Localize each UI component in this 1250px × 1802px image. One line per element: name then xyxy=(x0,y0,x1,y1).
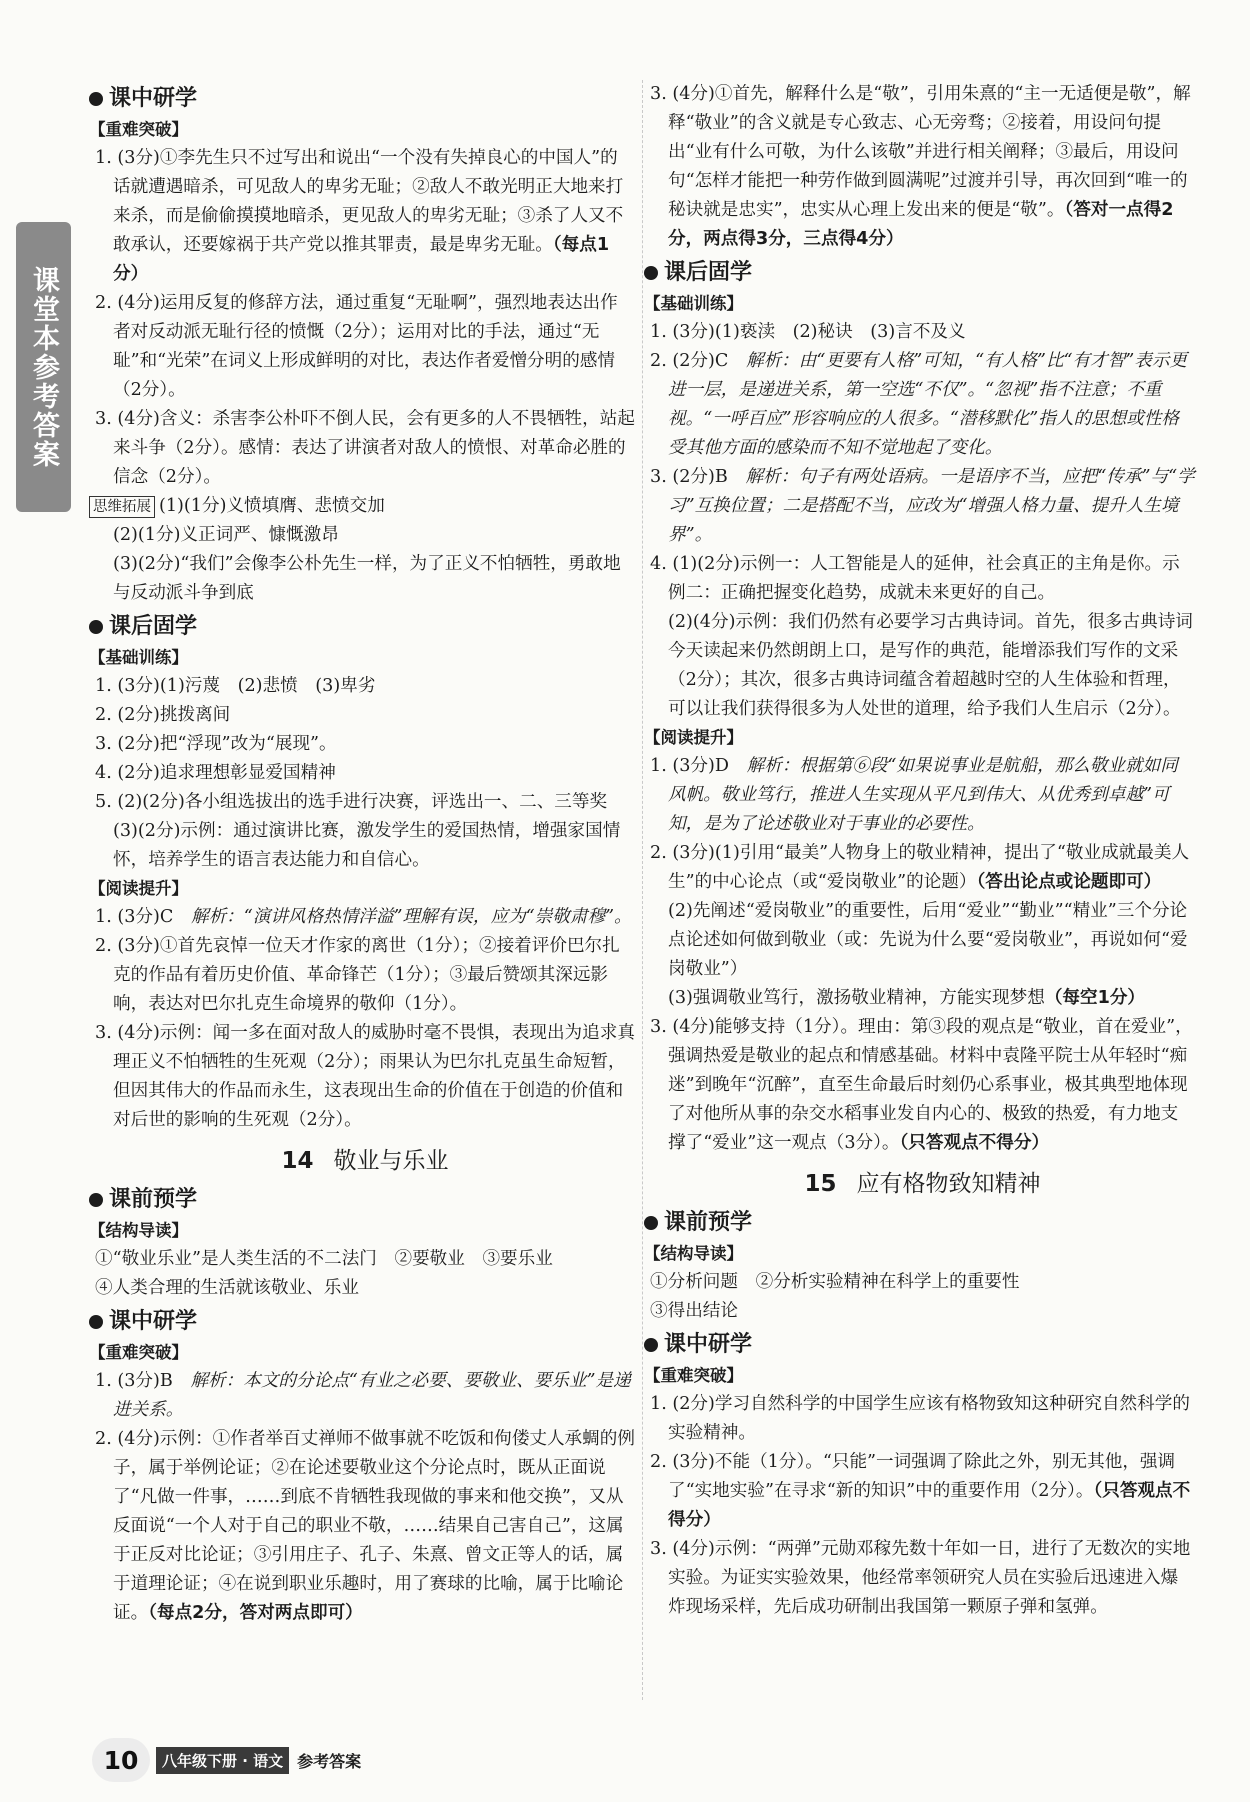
answer-item: 3. (4分)能够支持（1分）。理由：第③段的观点是“敬业，首在爱业”，强调热爱是敬业的起点和情感基础。材料中袁隆平院士从年轻时“痴迷”到晚年“沉醉”，直至生命最后时刻仍心系事业，极其典型地体现了对他所从事的杂交水稻事业发自内心的、极致的热爱，有力地支撑了“爱业”这一观点（3分）。（只答观点不得分） xyxy=(650,1017,1193,1153)
answer-item: 1. (2分)学习自然科学的中国学生应该有格物致知这种研究自然科学的实验精神。 xyxy=(650,1394,1190,1443)
lesson-title: 14 敬业与乐业 xyxy=(281,1148,449,1174)
answer-item: 1. (3分)D 解析：根据第⑥段“如果说事业是航船，那么敬业就如同风帆。敬业笃行，推进人生实现从平凡到伟大、从优秀到卓越”可知，是为了论述敬业对于事业的必要性。 xyxy=(650,756,1178,834)
answer-item: 2. (2分)C 解析：由“更要有人格”可知，“有人格”比“有才智”表示更进一层，是递进关系，第一空选“不仅”。“忽视”指不注意；不重视。“一呼百应”形容响应的人很多。“潜移默化”指人的思想或性格受其他方面的感染而不知不觉地起了变化。 xyxy=(650,351,1188,458)
answer-item: 1. (3分)C 解析：“演讲风格热情洋溢”理解有误，应为“崇敬肃穆”。 xyxy=(95,907,632,927)
answer-item: 4. (1)(2分)示例一：人工智能是人的延伸，社会真正的主角是你。示例二：正确把握变化趋势，成就未来更好的自己。 xyxy=(650,554,1180,603)
answer-item: (3)(2分)示例：通过演讲比赛，激发学生的爱国热情，增强家国情怀，培养学生的语言表达能力和自信心。 xyxy=(113,821,621,870)
page-number: 10 xyxy=(92,1738,150,1782)
answer-item: ①“敬业乐业”是人类生活的不二法门 ②要敬业 ③要乐业 xyxy=(95,1249,553,1269)
answer-item: ④人类合理的生活就该敬业、乐业 xyxy=(95,1278,359,1298)
answer-item: 1. (3分)(1)亵渎 (2)秘诀 (3)言不及义 xyxy=(650,322,966,342)
section-heading: 课中研学 xyxy=(644,1328,1195,1362)
answer-item: 2. (4分)运用反复的修辞方法，通过重复“无耻啊”，强烈地表达出作者对反动派无耻行径的愤慨（2分）；运用对比的手法，通过“无耻”和“光荣”在词义上形成鲜明的对比，表达作者爱憎分明的感情（2分）。 xyxy=(95,293,618,400)
bullet-icon xyxy=(89,1315,103,1329)
section-heading: 课中研学 xyxy=(89,1305,635,1339)
section-heading: 课前预学 xyxy=(89,1183,635,1217)
grade-label: 八年级下册 · 语文 xyxy=(156,1747,289,1774)
thinking-item: (2)(1分)义正词严、慷慨激昂 xyxy=(113,525,339,545)
answer-item: 2. (3分)(1)引用“最美”人物身上的敬业精神，提出了“敬业成就最美人生”的中心论点（或“爱岗敬业”的论题）（答出论点或论题即可） xyxy=(650,843,1190,892)
subheading: 【结构导读】 xyxy=(89,1221,188,1240)
section-heading: 课前预学 xyxy=(644,1206,1195,1240)
thinking-item: 思维拓展 (1)(1分)义愤填膺、悲愤交加 xyxy=(95,492,635,521)
answer-item: 2. (2分)挑拨离间 xyxy=(95,705,231,725)
thinking-label: 思维拓展 xyxy=(89,496,155,518)
section-heading: 课后固学 xyxy=(89,610,635,644)
left-column xyxy=(89,80,635,1628)
answer-item: ③得出结论 xyxy=(650,1301,738,1321)
lesson-title: 15 应有格物致知精神 xyxy=(804,1171,1041,1197)
answer-item: 2. (4分)示例：①作者举百丈禅师不做事就不吃饭和佝偻丈人承蜩的例子，属于举例论证；②在论述要敬业这个分论点时，既从正面说了“凡做一件事，……到底不肯牺牲我现做的事来和他交换”，又从反面说“一个人对于自己的职业不敬，……结果自己害自己”，这属于正反对比论证；③引用庄子、孔子、朱熹、曾文正等人的话，属于道理论证；④在说到职业乐趣时，用了赛球的比喻，属于比喻论证。（每点2分，答对两点即可） xyxy=(95,1429,635,1623)
answer-item: 1. (3分)①李先生只不过写出和说出“一个没有失掉良心的中国人”的话就遭遇暗杀，可见敌人的卑劣无耻；②敌人不敢光明正大地来打来杀，而是偷偷摸摸地暗杀，更见敌人的卑劣无耻；③杀了人又不敢承认，还要嫁祸于共产党以推其罪责，最是卑劣无耻。（每点1分） xyxy=(95,148,624,284)
answer-item: (2)(4分)示例：我们仍然有必要学习古典诗词。首先，很多古典诗词今天读起来仍然朗朗上口，是写作的典范，能增添我们写作的文采（2分）；其次，很多古典诗词蕴含着超越时空的人生体验和哲理，可以让我们获得很多为人处世的道理，给予我们人生启示（2分）。 xyxy=(668,612,1193,719)
subheading: 【重难突破】 xyxy=(89,120,188,139)
subheading: 【基础训练】 xyxy=(89,648,188,667)
bullet-icon xyxy=(644,266,658,280)
answer-item: 3. (4分)示例：闻一多在面对敌人的威胁时毫不畏惧，表现出为追求真理正义不怕牺牲的生死观（2分）；雨果认为巴尔扎克虽生命短暂，但因其伟大的作品而永生，这表现出生命的价值在于创造的价值和对后世的影响的生死观（2分）。 xyxy=(95,1023,635,1130)
subheading: 【基础训练】 xyxy=(644,294,743,313)
side-tab: 课堂本参考答案 xyxy=(16,222,71,512)
column-divider xyxy=(642,80,643,1700)
subheading: 【结构导读】 xyxy=(644,1244,743,1263)
answer-item: 1. (3分)(1)污蔑 (2)悲愤 (3)卑劣 xyxy=(95,676,376,696)
subheading: 【重难突破】 xyxy=(644,1366,743,1385)
answer-item: 3. (2分)B 解析：句子有两处语病。一是语序不当，应把“传承”与“学习”互换位置；二是搭配不当，应改为“增强人格力量、提升人生境界”。 xyxy=(650,467,1195,545)
answer-item: 3. (4分)示例：“两弹”元勋邓稼先数十年如一日，进行了无数次的实地实验。为证实实验效果，他经常率领研究人员在实验后迅速进入爆炸现场采样，先后成功研制出我国第一颗原子弹和氢弹。 xyxy=(650,1539,1191,1617)
answer-item: 4. (2分)追求理想彰显爱国精神 xyxy=(95,763,336,783)
answer-item: 3. (2分)把“浮现”改为“展现”。 xyxy=(95,734,337,754)
thinking-item: (3)(2分)“我们”会像李公朴先生一样，为了正义不怕牺牲，勇敢地与反动派斗争到底 xyxy=(113,554,621,603)
section-heading: 课后固学 xyxy=(644,256,1195,290)
right-column xyxy=(644,80,1195,1622)
bullet-icon xyxy=(89,620,103,634)
page-footer xyxy=(92,1738,361,1782)
subheading: 【阅读提升】 xyxy=(89,879,188,898)
answer-item: 5. (2)(2分)各小组选拔出的选手进行决赛，评选出一、二、三等奖 xyxy=(95,792,608,812)
answer-item: (2)先阐述“爱岗敬业”的重要性，后用“爱业”“勤业”“精业”三个分论点论述如何做到敬业（或：先说为什么要“爱岗敬业”，再说如何“爱岗敬业”） xyxy=(668,901,1188,979)
subheading: 【阅读提升】 xyxy=(644,728,743,747)
bullet-icon xyxy=(89,92,103,106)
section-heading: 课中研学 xyxy=(89,82,635,116)
answer-item: 2. (3分)①首先哀悼一位天才作家的离世（1分）；②接着评价巴尔扎克的作品有着历史价值、革命锋芒（1分）；③最后赞颂其深远影响，表达对巴尔扎克生命境界的敬仰（1分）。 xyxy=(95,936,620,1014)
answer-item: 3. (4分)含义：杀害李公朴吓不倒人民，会有更多的人不畏牺牲，站起来斗争（2分）。感情：表达了讲演者对敌人的愤恨、对革命必胜的信念（2分）。 xyxy=(95,409,635,487)
subheading: 【重难突破】 xyxy=(89,1343,188,1362)
answer-item: ①分析问题 ②分析实验精神在科学上的重要性 xyxy=(650,1272,1020,1292)
answer-item: 1. (3分)B 解析：本文的分论点“有业之必要、要敬业、要乐业”是递进关系。 xyxy=(95,1371,631,1420)
answer-item: 3. (4分)①首先，解释什么是“敬”，引用朱熹的“主一无适便是敬”，解释“敬业”的含义就是专心致志、心无旁骛；②接着，用设问句提出“业有什么可敬，为什么该敬”并进行相关阐释；③最后，用设问句“怎样才能把一种劳作做到圆满呢”过渡并引导，再次回到“唯一的秘诀就是忠实”，忠实从心理上发出来的便是“敬”。（答对一点得2分，两点得3分，三点得4分） xyxy=(650,84,1191,249)
bullet-icon xyxy=(89,1193,103,1207)
bullet-icon xyxy=(644,1216,658,1230)
answer-label: 参考答案 xyxy=(297,1751,362,1771)
bullet-icon xyxy=(644,1338,658,1352)
answer-item: (3)强调敬业笃行，激扬敬业精神，方能实现梦想（每空1分） xyxy=(668,988,1146,1008)
answer-item: 2. (3分)不能（1分）。“只能”一词强调了除此之外，别无其他，强调了“实地实验”在寻求“新的知识”中的重要作用（2分）。（只答观点不得分） xyxy=(650,1452,1191,1530)
